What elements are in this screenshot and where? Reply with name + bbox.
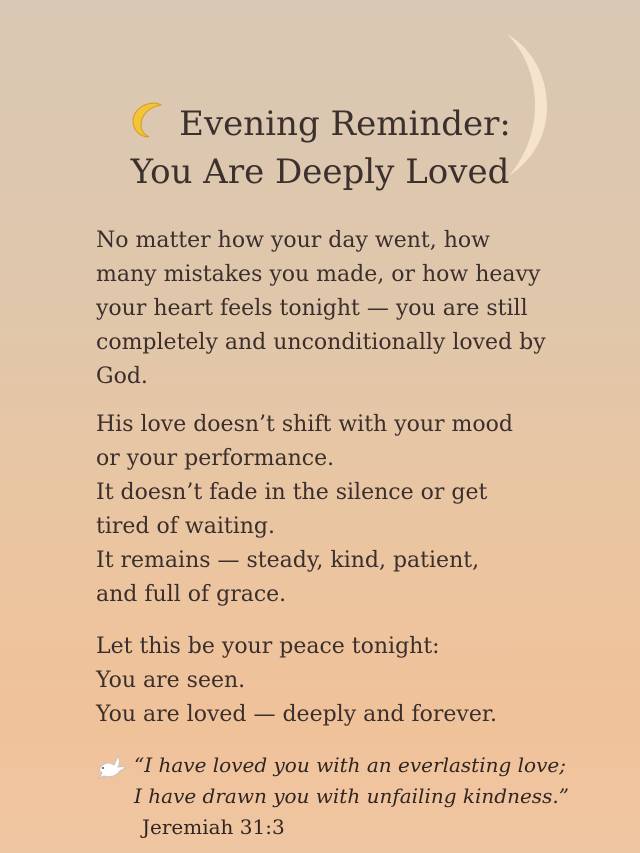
paragraph-2: His love doesn’t shift with your mood or your performance. It doesn’t fade in the silence or get tired of waiting. It remains — steady, kind, patient, and full of grace.: [96, 412, 513, 607]
title-line-2: You Are Deeply Loved: [130, 152, 510, 192]
verse-text: “I have loved you with an everlasting love; I have drawn you with unfailing kindness.”: [134, 753, 569, 808]
crescent-moon-icon: [131, 101, 169, 139]
paragraph-1: No matter how your day went, how many mistakes you made, or how heavy your heart feels tonight — you are still completely and unconditionally loved by God.: [96, 228, 546, 389]
title-line-1: Evening Reminder:: [179, 104, 511, 144]
verse-reference: Jeremiah 31:3: [142, 815, 285, 839]
page-title: [0, 100, 640, 196]
paragraph-3: Let this be your peace tonight: You are seen. You are loved — deeply and forever.: [96, 634, 497, 727]
dove-icon: [96, 752, 128, 782]
